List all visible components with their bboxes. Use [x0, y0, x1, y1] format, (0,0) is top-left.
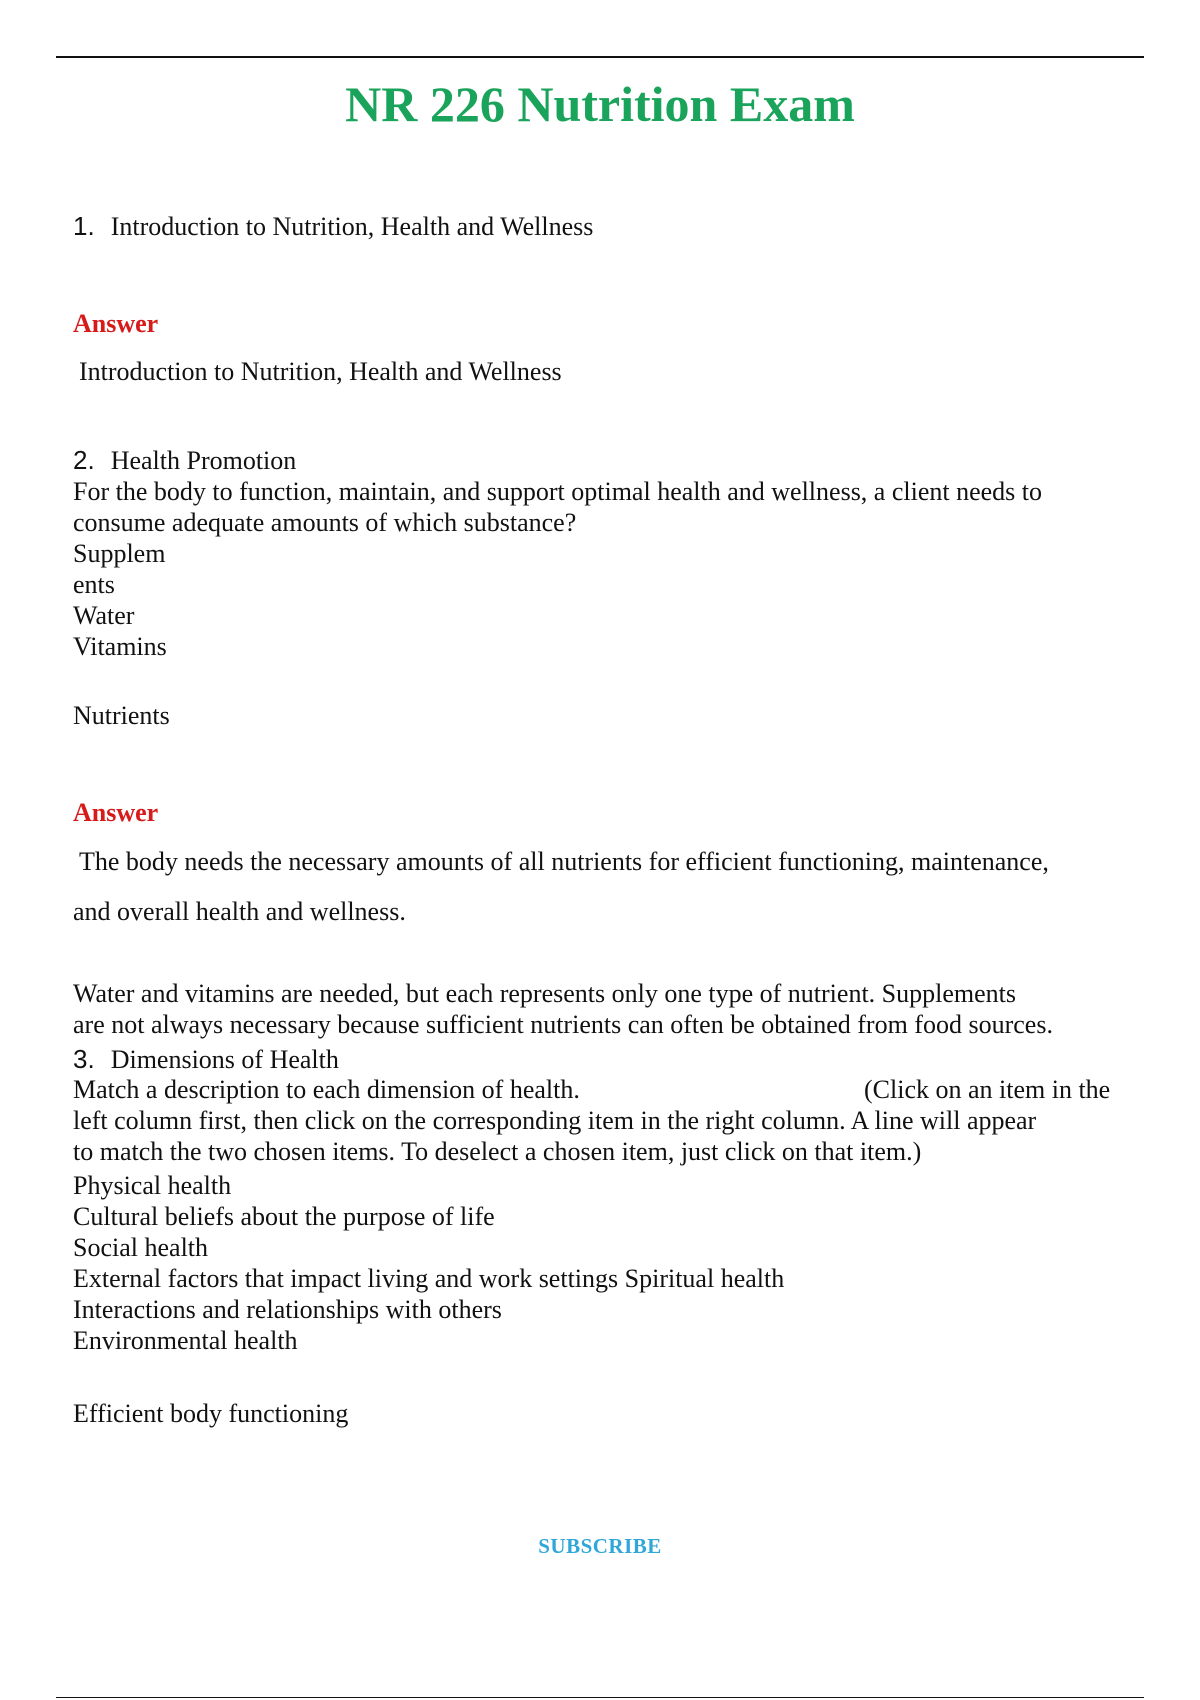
answer-label: Answer: [73, 309, 159, 338]
rationale-line: Water and vitamins are needed, but each represents only one type of nutrient. Supplements: [73, 979, 1016, 1008]
match-item: Physical health: [73, 1171, 232, 1200]
question-line: consume adequate amounts of which substance?: [73, 508, 577, 537]
question-title: Introduction to Nutrition, Health and Wellness: [110, 212, 594, 241]
page-title: NR 226 Nutrition Exam: [345, 76, 855, 132]
question-title: Health Promotion: [110, 446, 297, 475]
question-text: [73, 1074, 1133, 1356]
question-2-heading: [73, 444, 296, 477]
option-item: Water: [73, 601, 135, 630]
match-item: Social health: [73, 1233, 209, 1262]
question-3-heading: [73, 1043, 339, 1076]
instruction-part: (Click on an item in the: [864, 1075, 1111, 1104]
match-item: Cultural beliefs about the purpose of life: [73, 1202, 495, 1231]
bottom-rule: [56, 1697, 1144, 1698]
option-item: ents: [73, 570, 115, 599]
match-item: External factors that impact living and work settings Spiritual health: [73, 1264, 785, 1293]
option-item: Supplem: [73, 539, 166, 568]
question-number: 2.: [73, 445, 95, 475]
answer-text: The body needs the necessary amounts of all nutrients for efficient functioning, maintenance,: [79, 847, 1049, 876]
answer-text: and overall health and wellness.: [73, 897, 406, 926]
match-item: Environmental health: [73, 1326, 298, 1355]
instruction-part: Match a description to each dimension of health.: [73, 1075, 580, 1104]
question-number: 3.: [73, 1044, 95, 1074]
instruction-line: [73, 1074, 1133, 1105]
rationale-text: [73, 978, 1133, 1040]
question-1-heading: [73, 210, 593, 243]
question-number: 1.: [73, 211, 95, 241]
question-text: [73, 476, 1133, 662]
instruction-line: to match the two chosen items. To deselect a chosen item, just click on that item.): [73, 1137, 922, 1166]
match-item: Interactions and relationships with others: [73, 1295, 502, 1324]
answer-label: Answer: [73, 798, 159, 827]
subscribe-link[interactable]: SUBSCRIBE: [538, 1534, 662, 1558]
instruction-line: left column first, then click on the corresponding item in the right column. A line will appear: [73, 1106, 1037, 1135]
option-item: Vitamins: [73, 632, 167, 661]
question-title: Dimensions of Health: [110, 1045, 339, 1074]
rationale-line: are not always necessary because sufficient nutrients can often be obtained from food sources.: [73, 1010, 1053, 1039]
top-rule: [56, 56, 1144, 58]
match-item: Efficient body functioning: [73, 1399, 349, 1428]
option-item: Nutrients: [73, 701, 170, 730]
answer-text: Introduction to Nutrition, Health and Wellness: [79, 357, 562, 386]
question-line: For the body to function, maintain, and support optimal health and wellness, a client needs to: [73, 477, 1043, 506]
